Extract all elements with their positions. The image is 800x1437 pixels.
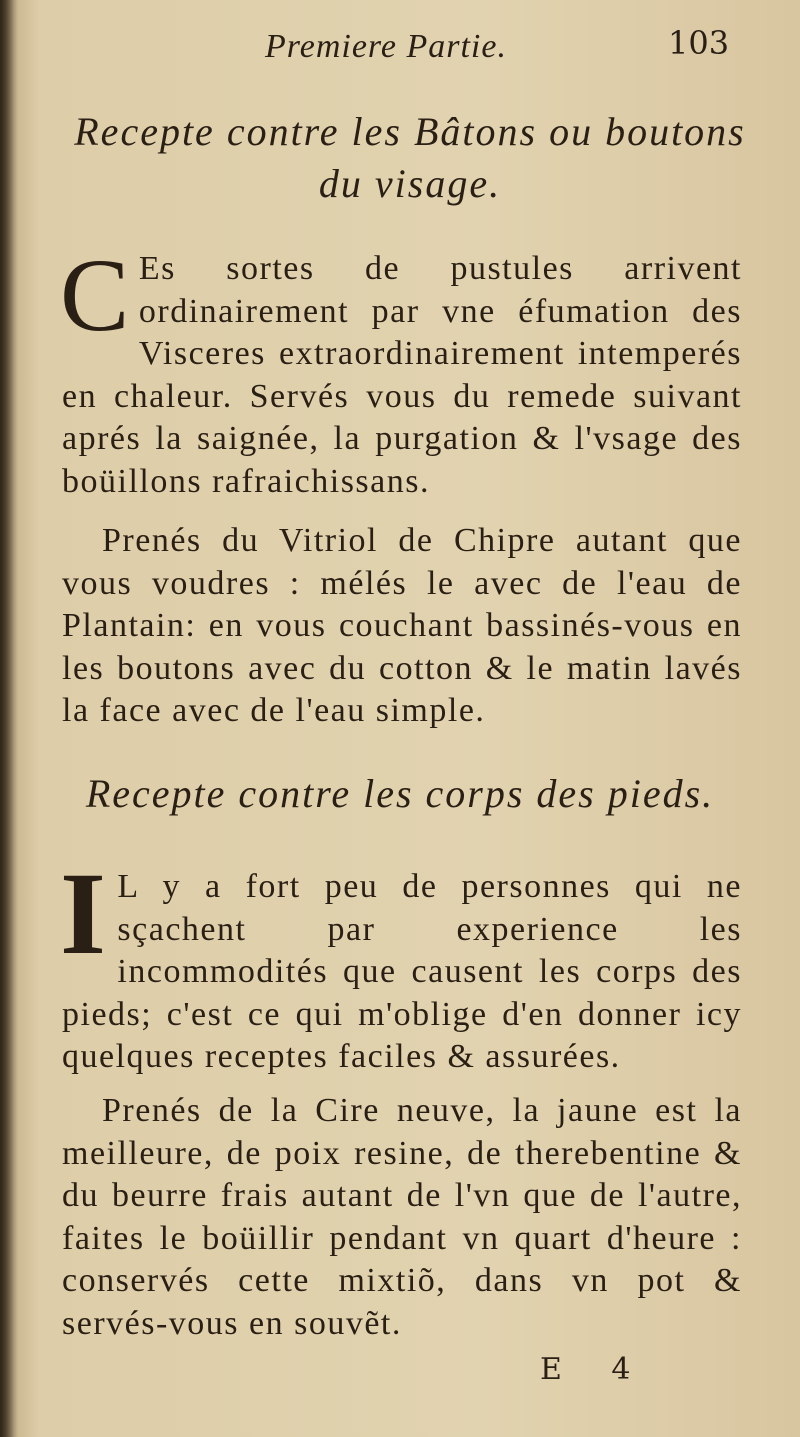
section-title-line1: Recepte contre les Bâtons ou boutons	[74, 109, 746, 154]
paragraph-pieds-1	[60, 848, 742, 1079]
paragraph-visage-1	[60, 238, 742, 503]
drop-cap: I	[60, 848, 108, 979]
drop-cap: C	[60, 238, 131, 353]
paragraph-pieds-2: Prenés de la Cire neuve, la jaune est la meilleure, de poix resine, de therebentine & du beurre frais autant de l'vn que de l'autre, faites le boüillir pendant vn quart d'heure : conservés cette mixtiõ, dans vn pot & servés-vous en souvẽt.	[62, 1092, 742, 1342]
paragraph-text: L y a fort peu de personnes qui ne sçachent par experience les incommodités que causent les corps des pieds; c'est ce qui m'oblige d'en donner icy quelques receptes faciles & assurées.	[62, 868, 742, 1075]
page-number: 103	[668, 24, 730, 62]
paragraph-text: Es sortes de pustules arrivent ordinairement par vne éfumation des Visceres extraordinairement intemperés en chaleur. Servés vous du remede suivant aprés la saignée, la purgation & l'vsage des boüillons rafraichissans.	[62, 250, 742, 500]
running-head: Premiere Partie.	[265, 28, 507, 65]
section-title-visage	[60, 106, 760, 210]
signature-mark: E 4	[540, 1352, 651, 1387]
paragraph-visage-2: Prenés du Vitriol de Chipre autant que vous voudres : mélés le avec de l'eau de Plantain: en vous couchant bassinés-vous en les boutons avec du cotton & le matin lavés la face avec de l'eau simple.	[62, 522, 742, 729]
section-title-line2: du visage.	[318, 161, 502, 206]
gutter-shadow	[0, 0, 18, 1437]
section-title-pieds: Recepte contre les corps des pieds.	[85, 771, 715, 816]
